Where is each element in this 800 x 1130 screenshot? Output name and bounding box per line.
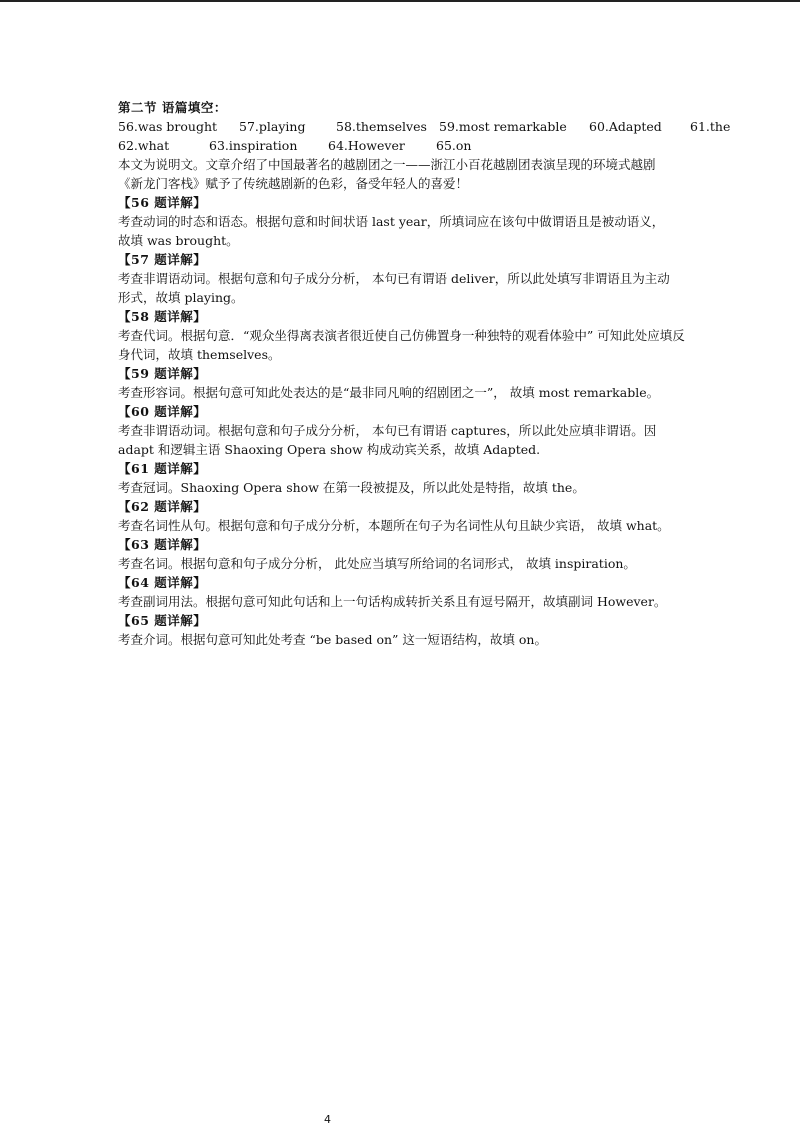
q59-heading: 【59 题详解】 (118, 366, 207, 381)
q59-explanation-line: 考查形容词。根据句意可知此处表达的是“最非同凡响的绍剧团之一”， 故填 most remarkable。 (118, 385, 660, 400)
answer-60: 60.Adapted (589, 119, 662, 134)
answer-61: 61.the (690, 119, 731, 134)
q57-explanation-line: 考查非谓语动词。根据句意和句子成分分析， 本句已有谓语 deliver，所以此处填写非谓语且为主动 (118, 271, 670, 286)
answer-62: 62.what (118, 138, 170, 153)
q60-heading: 【60 题详解】 (118, 404, 207, 419)
q60-explanation-line: adapt 和逻辑主语 Shaoxing Opera show 构成动宾关系，故填 Adapted. (118, 442, 541, 457)
answer-key-content (118, 98, 731, 649)
q65-heading: 【65 题详解】 (118, 613, 207, 628)
answer-59: 59.most remarkable (439, 119, 567, 134)
answer-63: 63.inspiration (209, 138, 298, 153)
q58-heading: 【58 题详解】 (118, 309, 207, 324)
q57-explanation-line: 形式，故填 playing。 (118, 290, 244, 305)
q56-explanation-line: 考查动词的时态和语态。根据句意和时间状语 last year，所填词应在该句中做谓语且是被动语义， (118, 214, 665, 229)
answer-58: 58.themselves (336, 119, 427, 134)
answer-57: 57.playing (239, 119, 306, 134)
q63-heading: 【63 题详解】 (118, 537, 207, 552)
intro-line: 本文为说明文。文章介绍了中国最著名的越剧团之一——浙江小百花越剧团表演呈现的环境式越剧 (118, 157, 656, 172)
answer-65: 65.on (436, 138, 472, 153)
q64-heading: 【64 题详解】 (118, 575, 207, 590)
q58-explanation-line: 身代词，故填 themselves。 (118, 347, 281, 362)
q58-explanation-line: 考查代词。根据句意．“观众坐得离表演者很近使自己仿佛置身一种独特的观看体验中” 可知此处应填反 (118, 328, 685, 343)
q64-explanation-line: 考查副词用法。根据句意可知此句话和上一句话构成转折关系且有逗号隔开，故填副词 However。 (118, 594, 667, 609)
page-number: 4 (324, 1113, 331, 1126)
intro-line: 《新龙门客栈》赋予了传统越剧新的色彩，备受年轻人的喜爱！ (118, 176, 469, 191)
q60-explanation-line: 考查非谓语动词。根据句意和句子成分分析， 本句已有谓语 captures，所以此处应填非谓语。因 (118, 423, 657, 438)
q62-explanation-line: 考查名词性从句。根据句意和句子成分分析，本题所在句子为名词性从句且缺少宾语， 故填 what。 (118, 518, 670, 533)
answers-row-2 (118, 136, 718, 155)
answer-64: 64.However (328, 138, 405, 153)
q62-heading: 【62 题详解】 (118, 499, 207, 514)
answer-56: 56.was brought (118, 119, 218, 134)
q63-explanation-line: 考查名词。根据句意和句子成分分析， 此处应当填写所给词的名词形式， 故填 inspiration。 (118, 556, 636, 571)
section-title: 第二节 语篇填空： (118, 100, 227, 115)
q65-explanation-line: 考查介词。根据句意可知此处考查 “be based on” 这一短语结构，故填 on。 (118, 632, 547, 647)
q61-explanation-line: 考查冠词。Shaoxing Opera show 在第一段被提及，所以此处是特指，故填 the。 (118, 480, 585, 495)
q57-heading: 【57 题详解】 (118, 252, 207, 267)
top-border-line (0, 0, 800, 2)
q61-heading: 【61 题详解】 (118, 461, 207, 476)
answers-row-1 (118, 117, 731, 136)
q56-explanation-line: 故填 was brought。 (118, 233, 239, 248)
q56-heading: 【56 题详解】 (118, 195, 207, 210)
